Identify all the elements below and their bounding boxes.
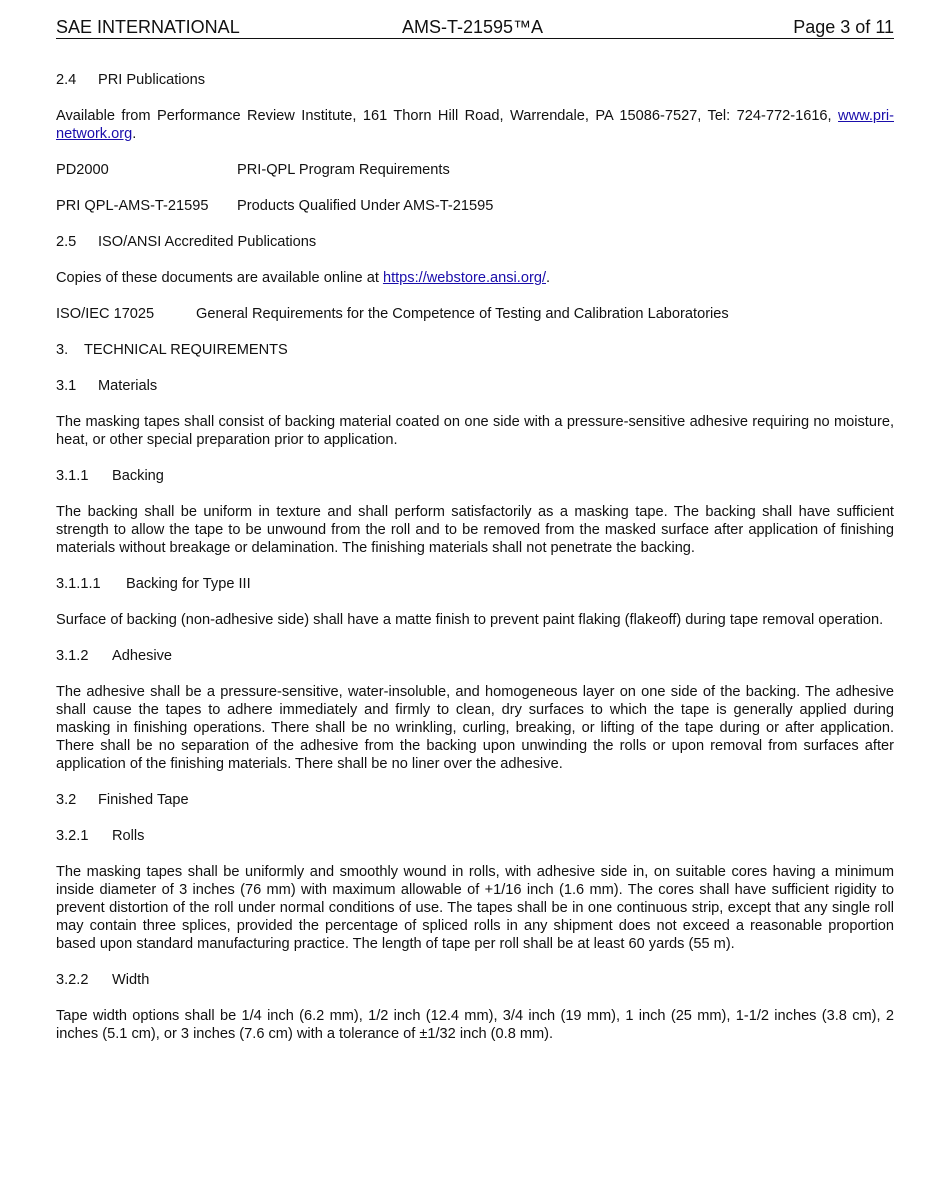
section-3-1-2-heading: 3.1.2 Adhesive bbox=[56, 648, 173, 664]
section-3-2-1-text: The masking tapes shall be uniformly and smoothly wound in rolls, with adhesive side in, on suitable cores having a minimum inside diameter of 3 inches (76 mm) with maximum allowable of +1/16 inch (1.6 mm). The cores shall have sufficient rigidity to prevent distortion of the roll under normal conditions of use. The tapes shall be in one continuous strip, except that any single roll may contain three splices, provided the percentage of spliced rolls in any shipment does not exceed a reasonable proportion based upon standard manufacturing practice. The length of tape per roll shall be at least 60 yards (55 m). bbox=[56, 864, 894, 952]
section-3-1-1-1-heading: 3.1.1.1 Backing for Type III bbox=[56, 576, 251, 592]
ref-pri-qpl: PRI QPL-AMS-T-21595 Products Qualified Under AMS-T-21595 bbox=[56, 198, 494, 214]
header-page-number: Page 3 of 11 bbox=[793, 17, 894, 37]
ansi-availability: Copies of these documents are available online at https://webstore.ansi.org/. bbox=[56, 270, 551, 286]
section-3-1-2-text: The adhesive shall be a pressure-sensitive, water-insoluble, and homogeneous layer on one side of the backing. The adhesive shall cause the tapes to adhere immediately and firmly to clean, dry surfaces to which the tape is generally applied during masking in finishing operations. There shall be no wrinkling, curling, breaking, or lifting of the tape during or after application. There shall be no separation of the adhesive from the backing upon unwinding the rolls or upon removal from surfaces after application of the finishing materials. There shall be no liner over the adhesive. bbox=[56, 684, 894, 772]
section-3-2-2-heading: 3.2.2 Width bbox=[56, 972, 150, 988]
section-2-5-heading: 2.5 ISO/ANSI Accredited Publications bbox=[56, 234, 317, 250]
pri-network-link[interactable]: www.pri-network.org bbox=[56, 108, 894, 142]
document-body bbox=[56, 71, 894, 1043]
ref-iso-17025: ISO/IEC 17025 General Requirements for the Competence of Testing and Calibration Laboratories bbox=[56, 306, 729, 322]
section-3-1-heading: 3.1 Materials bbox=[56, 378, 158, 394]
ansi-webstore-link[interactable]: https://webstore.ansi.org/ bbox=[382, 270, 546, 286]
page-header bbox=[56, 16, 894, 39]
pri-availability: Available from Performance Review Institute, 161 Thorn Hill Road, Warrendale, PA 15086-7527, Tel: 724-772-1616, www.pri-network.org. bbox=[56, 108, 894, 142]
section-3-1-1-1-text: Surface of backing (non-adhesive side) shall have a matte finish to prevent paint flaking (flakeoff) during tape removal operation. bbox=[56, 612, 884, 628]
ref-pd2000: PD2000 PRI-QPL Program Requirements bbox=[56, 162, 450, 178]
section-3-2-1-heading: 3.2.1 Rolls bbox=[56, 828, 145, 844]
section-3-1-text: The masking tapes shall consist of backing material coated on one side with a pressure-sensitive adhesive requiring no moisture, heat, or other special preparation prior to application. bbox=[56, 414, 894, 448]
section-3-2-heading: 3.2 Finished Tape bbox=[56, 792, 189, 808]
section-3-heading: 3. TECHNICAL REQUIREMENTS bbox=[56, 342, 288, 358]
section-3-2-2-text: Tape width options shall be 1/4 inch (6.2 mm), 1/2 inch (12.4 mm), 3/4 inch (19 mm), 1 inch (25 mm), 1-1/2 inches (3.8 cm), 2 inches (5.1 cm), or 3 inches (7.6 cm) with a tolerance of ±1/32 inch (0.8 mm). bbox=[56, 1008, 894, 1042]
header-doc-number: AMS-T-21595™A bbox=[402, 17, 544, 37]
section-3-1-1-text: The backing shall be uniform in texture and shall perform satisfactorily as a masking tape. The backing shall have sufficient strength to allow the tape to be unwound from the roll and to be removed from the masked surface after application of finishing materials without breakage or delamination. The finishing materials shall not penetrate the backing. bbox=[56, 504, 894, 556]
section-2-4-heading: 2.4 PRI Publications bbox=[56, 72, 206, 88]
header-org: SAE INTERNATIONAL bbox=[56, 17, 240, 37]
section-3-1-1-heading: 3.1.1 Backing bbox=[56, 468, 164, 484]
